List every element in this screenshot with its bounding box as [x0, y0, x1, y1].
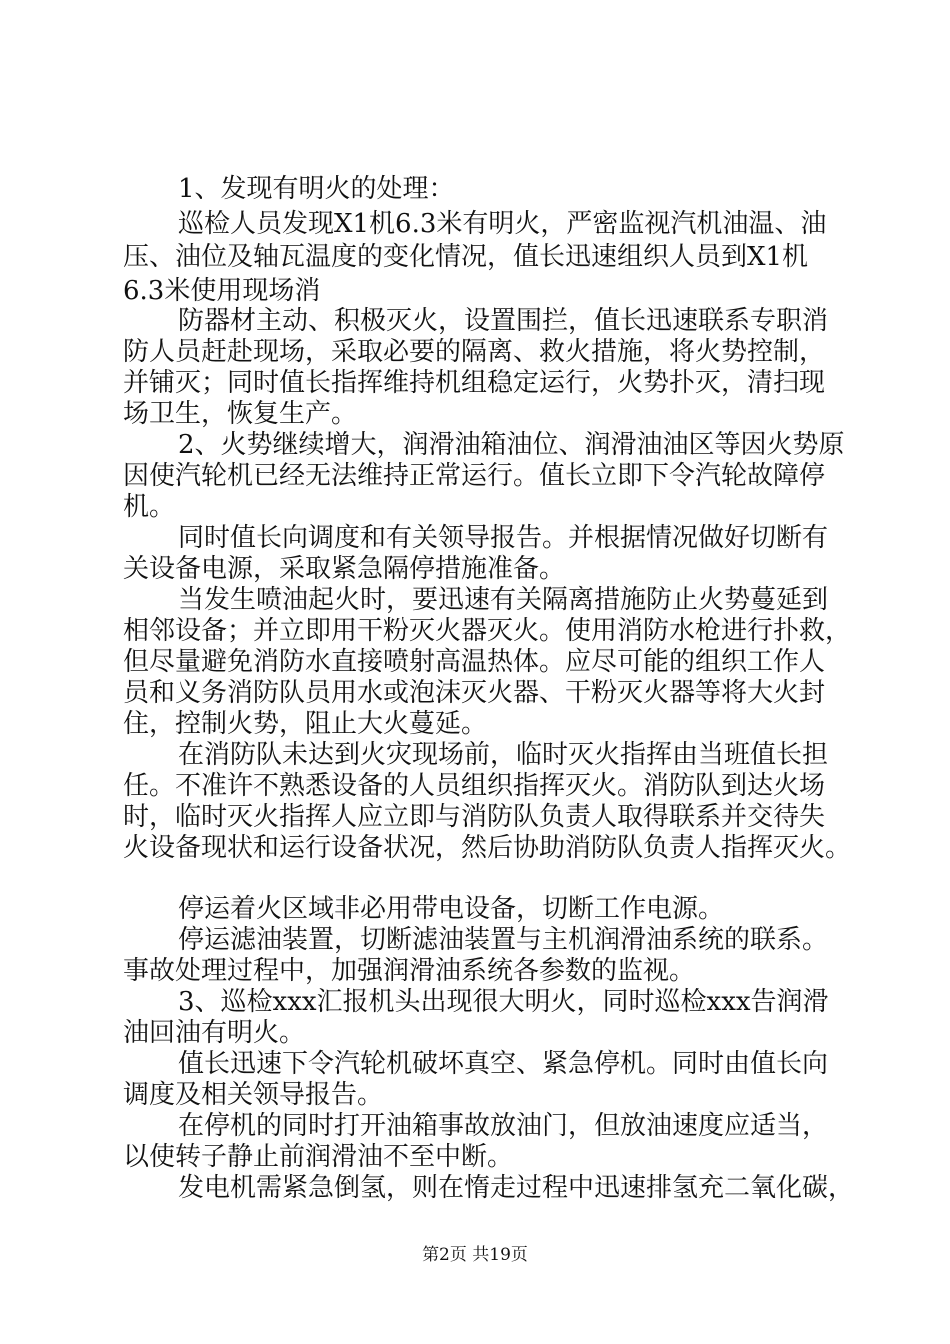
text-line: 压、油位及轴瓦温度的变化情况，值长迅速组织人员到X1机	[123, 242, 809, 272]
text-line: 任。不准许不熟悉设备的人员组织指挥灭火。消防队到达火场	[123, 771, 826, 801]
text-line: 2、火势继续增大，润滑油箱油位、润滑油油区等因火势原	[178, 430, 845, 460]
text-line: 防人员赶赴现场，采取必要的隔离、救火措施，将火势控制，	[123, 337, 826, 367]
text-line: 同时值长向调度和有关领导报告。并根据情况做好切断有	[178, 523, 829, 553]
text-line: 事故处理过程中，加强润滑油系统各参数的监视。	[123, 956, 696, 986]
text-line: 时，临时灭火指挥人应立即与消防队负责人取得联系并交待失	[123, 802, 826, 832]
text-line: 值长迅速下令汽轮机破坏真空、紧急停机。同时由值长向	[178, 1049, 829, 1079]
text-line: 停运滤油装置，切断滤油装置与主机润滑油系统的联系。	[178, 925, 829, 955]
text-line: 以使转子静止前润滑油不至中断。	[123, 1142, 514, 1172]
text-line: 调度及相关领导报告。	[123, 1080, 384, 1110]
text-line: 3、巡检xxx汇报机头出现很大明火，同时巡检xxx告润滑	[178, 987, 829, 1017]
text-line: 当发生喷油起火时，要迅速有关隔离措施防止火势蔓延到	[178, 585, 829, 615]
text-line: 停运着火区域非必用带电设备，切断工作电源。	[178, 894, 725, 924]
text-line: 巡检人员发现X1机6.3米有明火，严密监视汽机油温、油	[178, 209, 827, 239]
text-line: 场卫生，恢复生产。	[123, 399, 358, 429]
text-line: 关设备电源，采取紧急隔停措施准备。	[123, 554, 566, 584]
text-line: 机。	[123, 492, 176, 522]
page-number-footer: 第2页 共19页	[422, 1245, 528, 1265]
text-line: 员和义务消防队员用水或泡沫灭火器、干粉灭火器等将大火封	[123, 678, 826, 708]
text-line: 油回油有明火。	[123, 1018, 306, 1048]
text-line: 但尽量避免消防水直接喷射高温热体。应尽可能的组织工作人	[123, 647, 826, 677]
text-line: 在消防队未达到火灾现场前，临时灭火指挥由当班值长担	[178, 740, 829, 770]
text-line: 相邻设备；并立即用干粉灭火器灭火。使用消防水枪进行扑救，	[123, 616, 852, 646]
text-line: 因使汽轮机已经无法维持正常运行。值长立即下令汽轮故障停	[123, 461, 826, 491]
text-line: 火设备现状和运行设备状况，然后协助消防队负责人指挥灭火。	[123, 833, 852, 863]
text-line: 6.3米使用现场消	[123, 276, 321, 306]
text-line: 发电机需紧急倒氢，则在惰走过程中迅速排氢充二氧化碳，	[178, 1173, 855, 1203]
text-line: 住，控制火势，阻止大火蔓延。	[123, 709, 488, 739]
text-line: 1、发现有明火的处理：	[178, 174, 455, 204]
text-line: 并铺灭；同时值长指挥维持机组稳定运行，火势扑灭，清扫现	[123, 368, 826, 398]
text-line: 防器材主动、积极灭火，设置围拦，值长迅速联系专职消	[178, 306, 829, 336]
text-line: 在停机的同时打开油箱事故放油门，但放油速度应适当，	[178, 1111, 829, 1141]
